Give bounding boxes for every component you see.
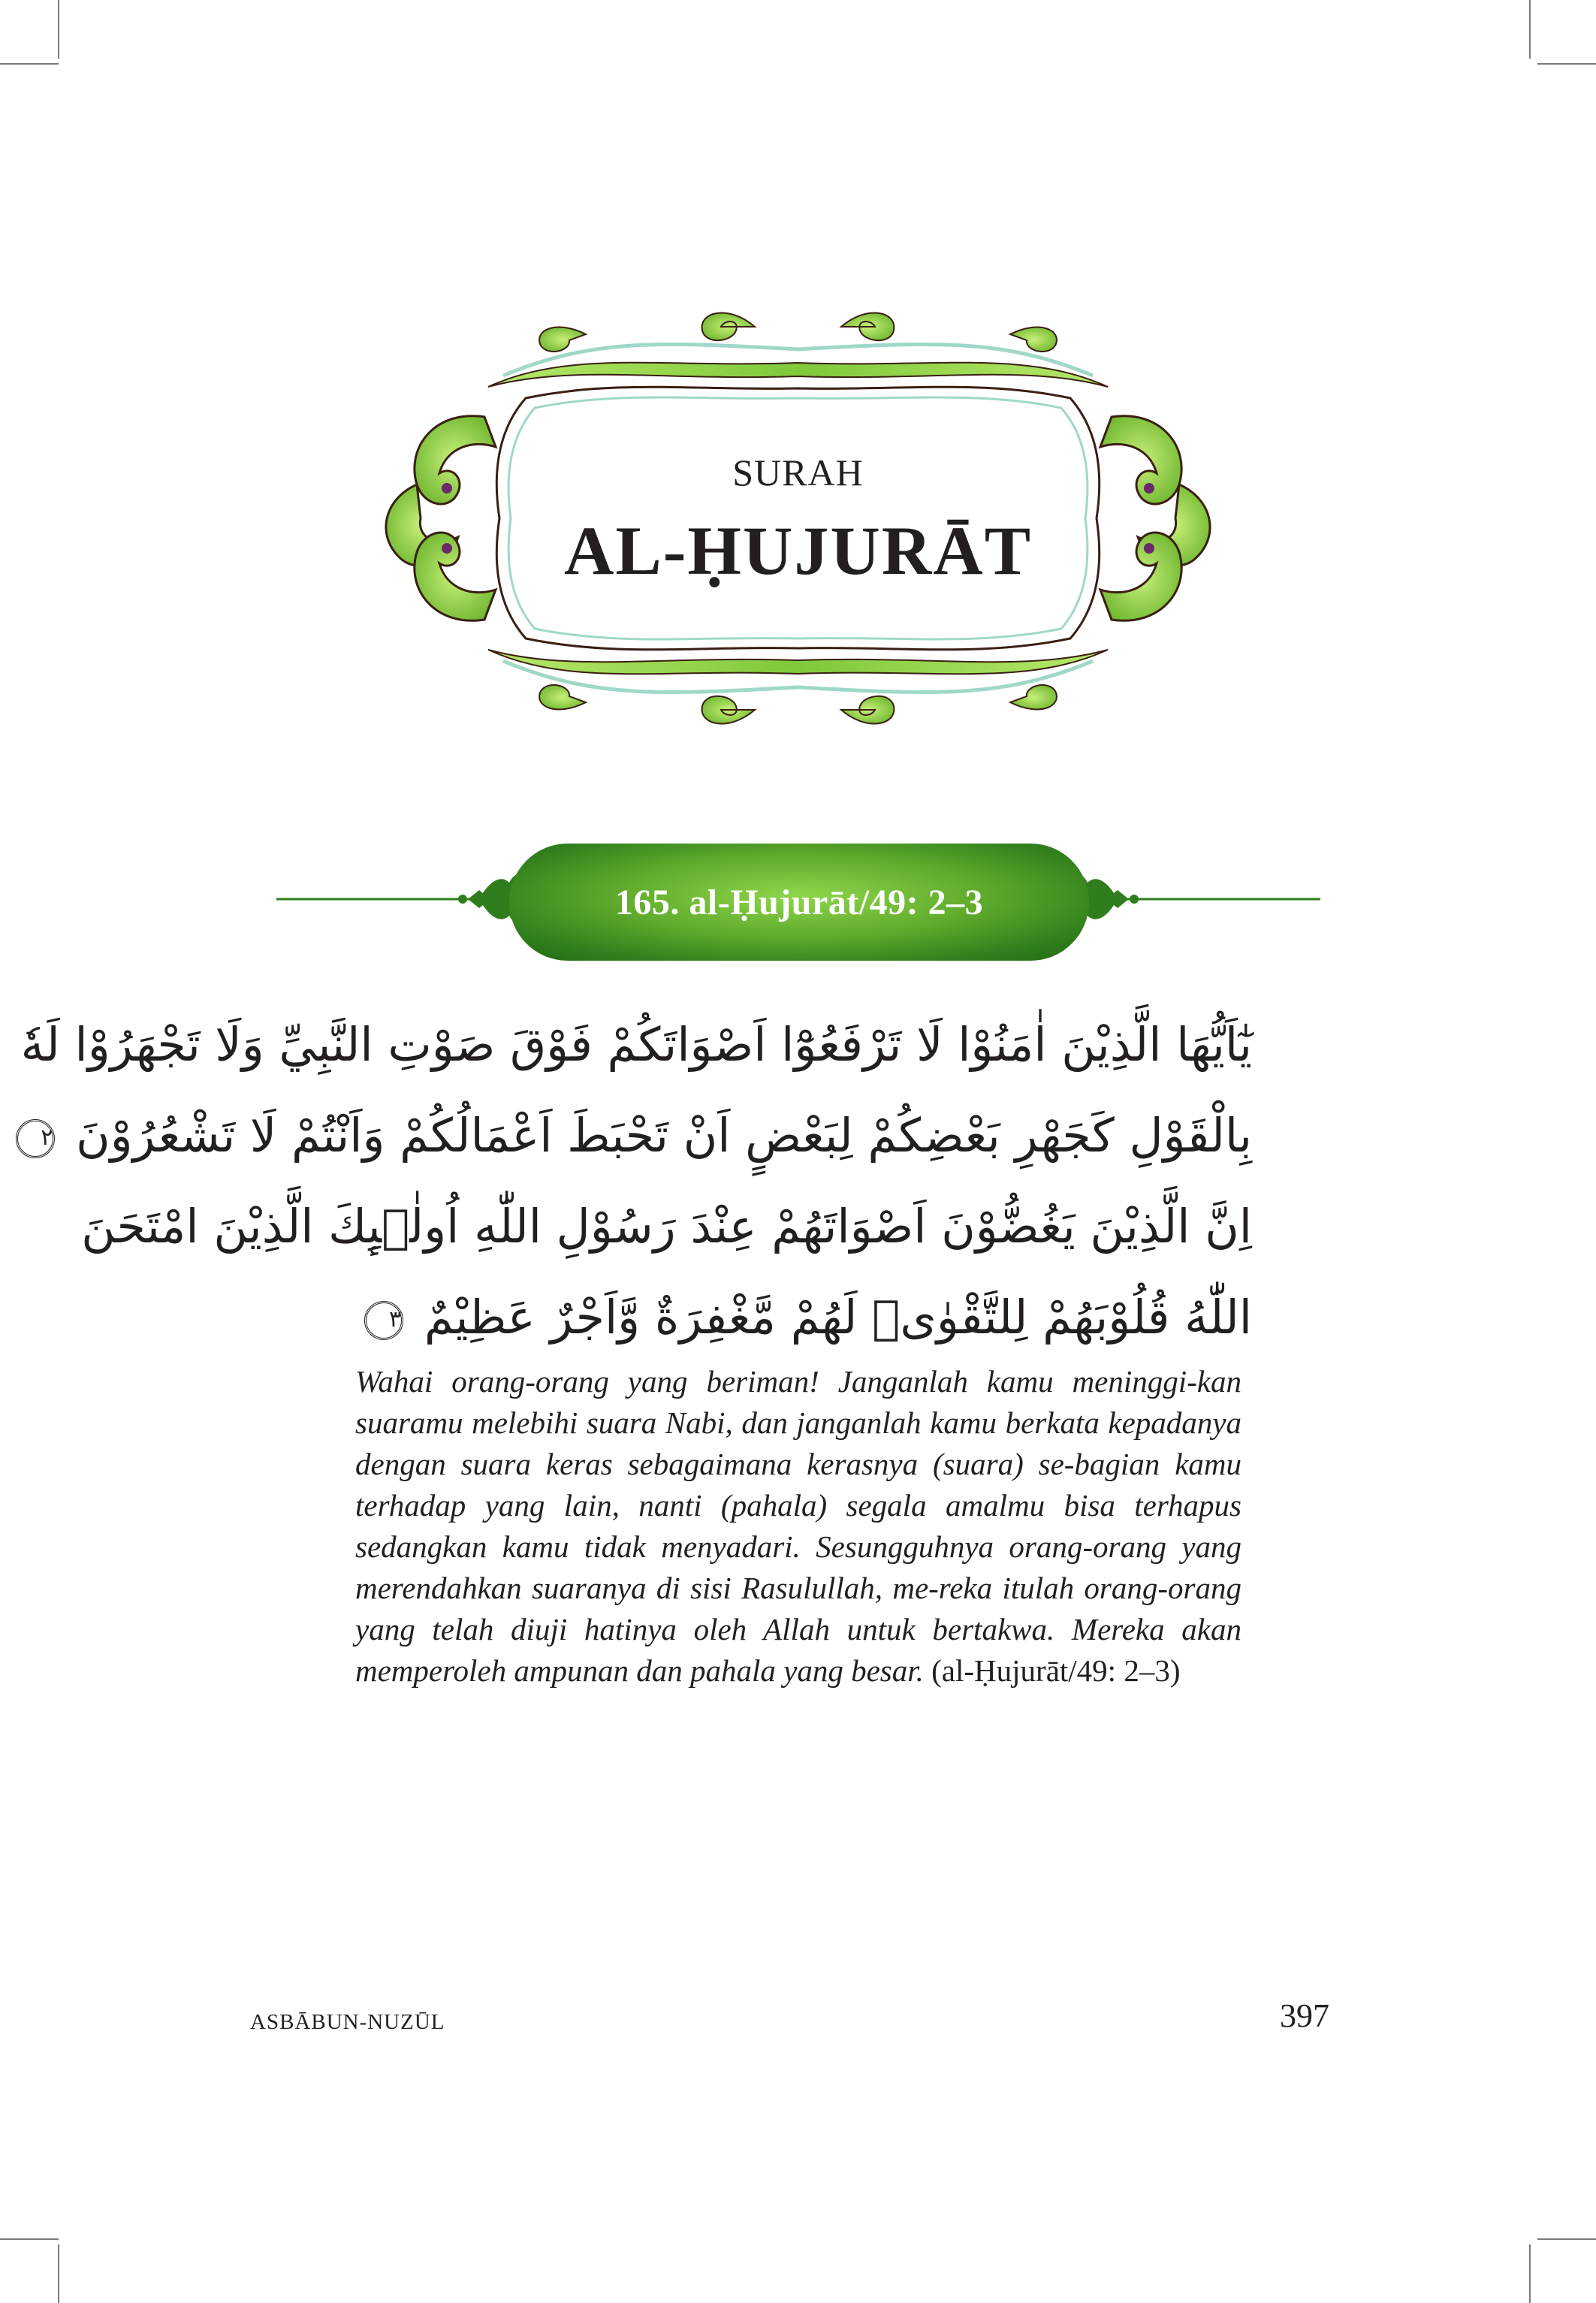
crop-mark: [58, 0, 59, 59]
translation-text: Wahai orang-orang yang beriman! Janganlah kamu meninggi-kan suaramu melebihi suara Nabi, dan janganlah kamu berkata kepadanya dengan suara keras sebagaimana kerasnya (suara) se-bagian kamu terhadap yang lain, nanti (pahala) segala amalmu bisa terhapus sedangkan kamu tidak menyadari. Sesungguhnya orang-orang yang merendahkan suaranya di sisi Rasulullah, me-reka itulah orang-orang yang telah diuji hatinya oleh Allah untuk bertakwa. Mereka akan memperoleh ampunan dan pahala yang besar.: [355, 1364, 1242, 1688]
arabic-verse: [20, 999, 1252, 1363]
crop-mark: [0, 2238, 59, 2240]
translation-reference: (al-Ḥujurāt/49: 2–3): [931, 1653, 1181, 1688]
arabic-line: اِنَّ الَّذِيْنَ يَغُضُّوْنَ اَصْوَاتَهُمْ عِنْدَ رَسُوْلِ اللّٰهِ اُولٰۤىِٕكَ الَّذِيْنَ امْتَحَنَ: [81, 1199, 1252, 1254]
ayah-number-marker: ٣: [364, 1301, 403, 1340]
surah-label: SURAH: [732, 451, 864, 494]
section-heading-text: 165. al-Ḥujurāt/49: 2–3: [614, 882, 984, 922]
crop-mark: [58, 2244, 59, 2303]
arabic-line: يٰٓاَيُّهَا الَّذِيْنَ اٰمَنُوْا لَا تَرْفَعُوْٓا اَصْوَاتَكُمْ فَوْقَ صَوْتِ النَّبِيِّ وَلَا تَجْهَرُوْا لَهٗ: [20, 1017, 1252, 1072]
page-number: 397: [1280, 1997, 1329, 2034]
ayah-number-marker: ٢: [16, 1119, 55, 1158]
crop-mark: [1537, 63, 1596, 65]
crop-mark: [1529, 0, 1531, 59]
surah-title: AL-ḤUJURĀT: [563, 512, 1033, 589]
arabic-line: اللّٰهُ قُلُوْبَهُمْ لِلتَّقْوٰىۗ لَهُمْ مَّغْفِرَةٌ وَّاَجْرٌ عَظِيْمٌ ٣: [347, 1272, 1252, 1363]
section-heading: [509, 844, 1089, 961]
crop-mark: [1537, 2238, 1596, 2240]
crop-mark: [0, 63, 59, 65]
translation-paragraph: [355, 1361, 1242, 1692]
arabic-line: بِالْقَوْلِ كَجَهْرِ بَعْضِكُمْ لِبَعْضٍ اَنْ تَحْبَطَ اَعْمَالُكُمْ وَاَنْتُمْ لَا تَشْعُرُوْنَ ٢: [347, 1090, 1252, 1181]
crop-mark: [1529, 2244, 1531, 2303]
running-footer-title: ASBĀBUN-NUZŪL: [250, 2010, 445, 2034]
